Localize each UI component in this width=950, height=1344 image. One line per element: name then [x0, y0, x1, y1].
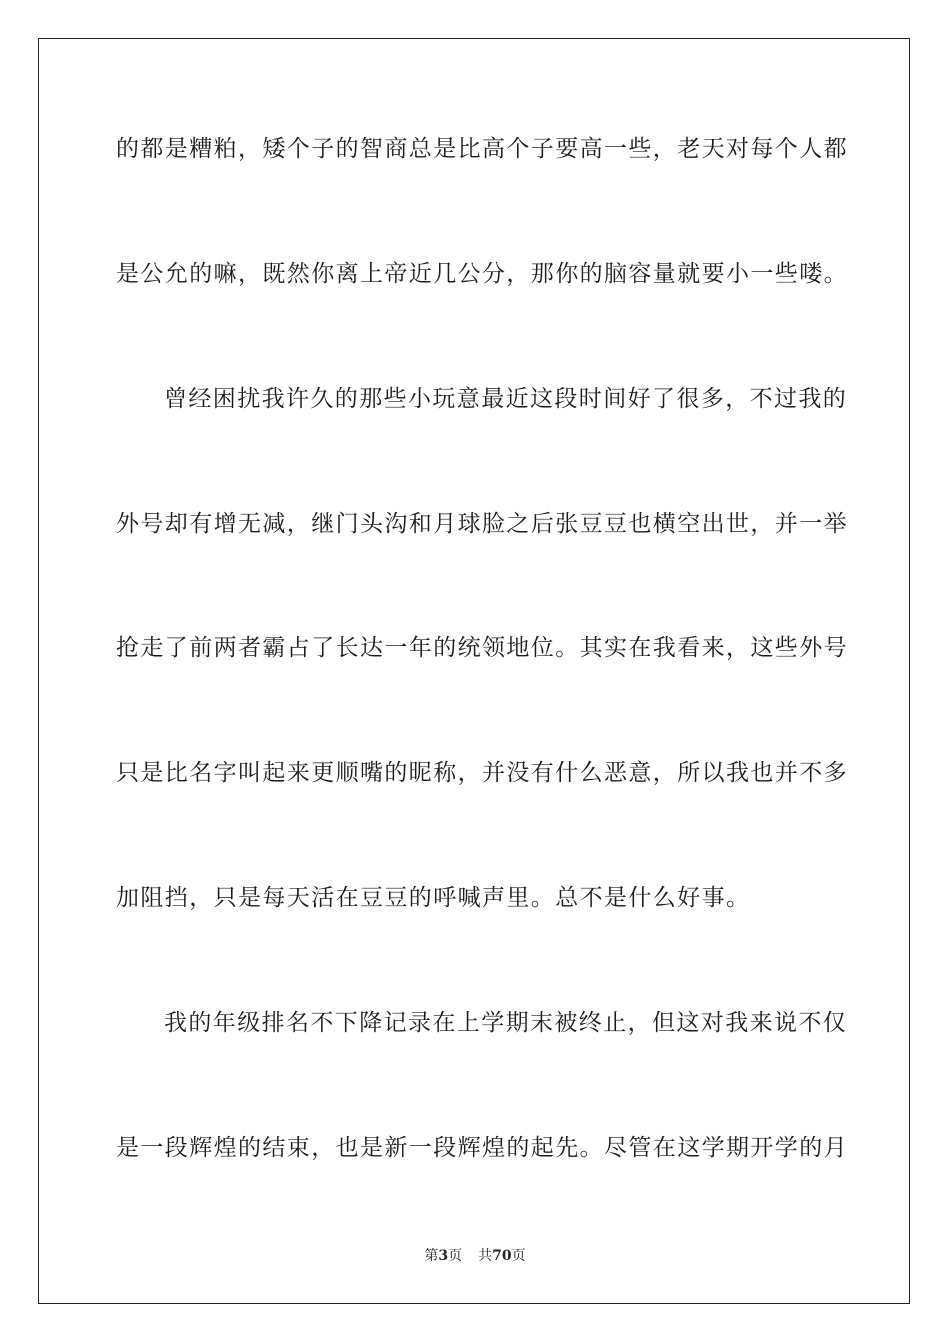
text-line-7: 加阻挡，只是每天活在豆豆的呼喊声里。总不是什么好事。: [116, 885, 751, 911]
page-footer: [0, 1247, 950, 1265]
text-line-8: 我的年级排名不下降记录在上学期末被终止，但这对我来说不仅: [164, 1010, 848, 1036]
total-suffix: 页: [511, 1248, 526, 1264]
text-line-4: 外号却有增无减，继门头沟和月球脸之后张豆豆也横空出世，并一举: [116, 511, 848, 537]
page-prefix: 第: [424, 1248, 439, 1264]
text-line-1: 的都是糟粕，矮个子的智商总是比高个子要高一些，老天对每个人都: [116, 136, 848, 162]
text-line-9: 是一段辉煌的结束，也是新一段辉煌的起先。尽管在这学期开学的月: [116, 1135, 848, 1161]
text-line-5: 抢走了前两者霸占了长达一年的统领地位。其实在我看来，这些外号: [116, 635, 848, 661]
total-pages: 70: [492, 1248, 512, 1264]
text-line-3: 曾经困扰我许久的那些小玩意最近这段时间好了很多，不过我的: [164, 386, 848, 412]
text-line-6: 只是比名字叫起来更顺嘴的昵称，并没有什么恶意，所以我也并不多: [116, 760, 848, 786]
text-line-2: 是公允的嘛，既然你离上帝近几公分，那你的脑容量就要小一些喽。: [116, 261, 848, 287]
total-prefix: 共: [478, 1248, 493, 1264]
page-number: 3: [438, 1248, 449, 1264]
page-suffix: 页: [448, 1248, 463, 1264]
page-border: [38, 38, 910, 1304]
